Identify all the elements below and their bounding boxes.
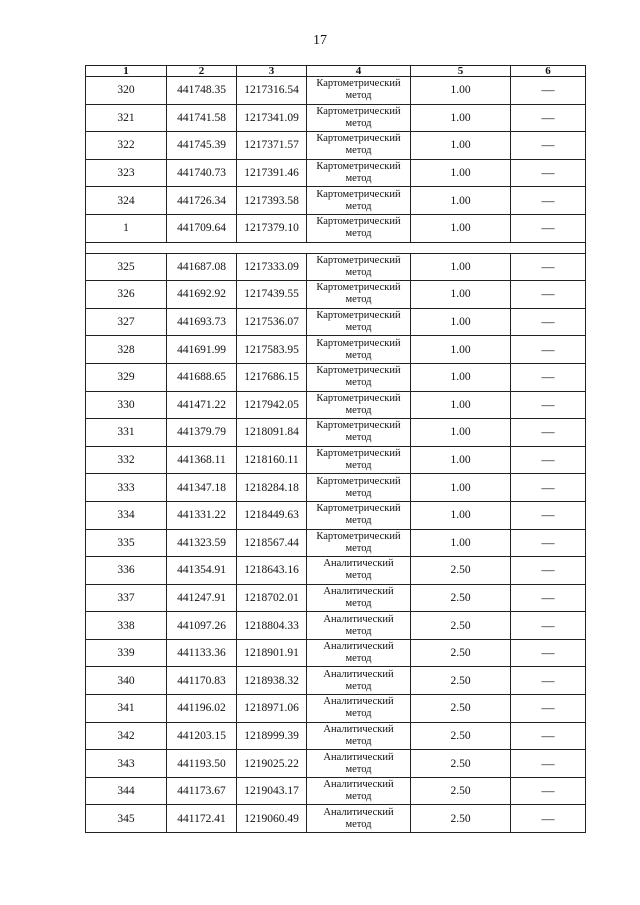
table-row xyxy=(86,805,586,833)
point-number-cell: 321 xyxy=(86,104,167,132)
accuracy-cell: 1.00 xyxy=(411,391,511,419)
y-coordinate-cell: 1218643.16 xyxy=(237,557,307,585)
point-number-cell: 330 xyxy=(86,391,167,419)
method-line-2: метод xyxy=(345,266,372,278)
header-col-5: 5 xyxy=(411,66,511,77)
point-number-cell: 322 xyxy=(86,132,167,160)
description-cell: — xyxy=(511,419,586,447)
accuracy-cell: 1.00 xyxy=(411,529,511,557)
point-number-cell: 336 xyxy=(86,557,167,585)
y-coordinate-cell: 1217333.09 xyxy=(237,253,307,281)
description-cell: — xyxy=(511,446,586,474)
point-number-cell: 1 xyxy=(86,214,167,242)
x-coordinate-cell: 441693.73 xyxy=(167,308,237,336)
description-cell: — xyxy=(511,391,586,419)
method-line-2: метод xyxy=(345,818,372,830)
accuracy-cell: 1.00 xyxy=(411,187,511,215)
method-line-2: метод xyxy=(345,570,372,582)
method-cell xyxy=(307,281,411,309)
table-row xyxy=(86,363,586,391)
accuracy-cell: 1.00 xyxy=(411,363,511,391)
x-coordinate-cell: 441203.15 xyxy=(167,722,237,750)
description-cell: — xyxy=(511,253,586,281)
y-coordinate-cell: 1218284.18 xyxy=(237,474,307,502)
x-coordinate-cell: 441688.65 xyxy=(167,363,237,391)
description-cell: — xyxy=(511,557,586,585)
y-coordinate-cell: 1218449.63 xyxy=(237,501,307,529)
accuracy-cell: 1.00 xyxy=(411,253,511,281)
method-line-1: Картометрический xyxy=(316,254,401,266)
table-row xyxy=(86,639,586,667)
x-coordinate-cell: 441347.18 xyxy=(167,474,237,502)
method-line-2: метод xyxy=(345,653,372,665)
point-number-cell: 332 xyxy=(86,446,167,474)
point-number-cell: 331 xyxy=(86,419,167,447)
accuracy-cell: 1.00 xyxy=(411,104,511,132)
accuracy-cell: 2.50 xyxy=(411,557,511,585)
accuracy-cell: 1.00 xyxy=(411,159,511,187)
method-cell xyxy=(307,695,411,723)
method-line-1: Картометрический xyxy=(316,78,401,90)
method-line-2: метод xyxy=(345,322,372,334)
method-cell xyxy=(307,104,411,132)
x-coordinate-cell: 441172.41 xyxy=(167,805,237,833)
description-cell: — xyxy=(511,695,586,723)
method-line-1: Картометрический xyxy=(316,310,401,322)
description-cell: — xyxy=(511,336,586,364)
method-cell xyxy=(307,132,411,160)
header-col-4: 4 xyxy=(307,66,411,77)
table-spacer-row xyxy=(86,242,586,253)
x-coordinate-cell: 441748.35 xyxy=(167,77,237,105)
method-cell xyxy=(307,419,411,447)
method-line-2: метод xyxy=(345,377,372,389)
method-cell xyxy=(307,777,411,805)
coordinates-table xyxy=(85,65,586,833)
method-line-1: Картометрический xyxy=(316,216,401,228)
description-cell: — xyxy=(511,501,586,529)
accuracy-cell: 1.00 xyxy=(411,308,511,336)
description-cell: — xyxy=(511,281,586,309)
description-cell: — xyxy=(511,363,586,391)
table-row xyxy=(86,474,586,502)
table-body xyxy=(86,77,586,833)
y-coordinate-cell: 1218901.91 xyxy=(237,639,307,667)
method-line-2: метод xyxy=(345,90,372,102)
x-coordinate-cell: 441323.59 xyxy=(167,529,237,557)
header-col-3: 3 xyxy=(237,66,307,77)
method-cell xyxy=(307,474,411,502)
table-row xyxy=(86,557,586,585)
description-cell: — xyxy=(511,308,586,336)
point-number-cell: 326 xyxy=(86,281,167,309)
table-row xyxy=(86,667,586,695)
accuracy-cell: 1.00 xyxy=(411,474,511,502)
table-row xyxy=(86,750,586,778)
point-number-cell: 338 xyxy=(86,612,167,640)
accuracy-cell: 2.50 xyxy=(411,805,511,833)
description-cell: — xyxy=(511,612,586,640)
method-line-2: метод xyxy=(345,542,372,554)
method-line-2: метод xyxy=(345,349,372,361)
accuracy-cell: 2.50 xyxy=(411,722,511,750)
point-number-cell: 320 xyxy=(86,77,167,105)
table-row xyxy=(86,308,586,336)
accuracy-cell: 1.00 xyxy=(411,446,511,474)
y-coordinate-cell: 1219060.49 xyxy=(237,805,307,833)
point-number-cell: 334 xyxy=(86,501,167,529)
y-coordinate-cell: 1217371.57 xyxy=(237,132,307,160)
table-row xyxy=(86,214,586,242)
method-line-1: Картометрический xyxy=(316,188,401,200)
x-coordinate-cell: 441741.58 xyxy=(167,104,237,132)
y-coordinate-cell: 1217393.58 xyxy=(237,187,307,215)
method-line-2: метод xyxy=(345,487,372,499)
point-number-cell: 329 xyxy=(86,363,167,391)
y-coordinate-cell: 1218702.01 xyxy=(237,584,307,612)
table-row xyxy=(86,253,586,281)
x-coordinate-cell: 441726.34 xyxy=(167,187,237,215)
point-number-cell: 328 xyxy=(86,336,167,364)
method-cell xyxy=(307,750,411,778)
method-line-2: метод xyxy=(345,404,372,416)
method-cell xyxy=(307,187,411,215)
y-coordinate-cell: 1218567.44 xyxy=(237,529,307,557)
y-coordinate-cell: 1218804.33 xyxy=(237,612,307,640)
method-line-1: Аналитический xyxy=(323,641,394,653)
table-row xyxy=(86,104,586,132)
description-cell: — xyxy=(511,750,586,778)
table-row xyxy=(86,722,586,750)
method-line-1: Картометрический xyxy=(316,133,401,145)
point-number-cell: 325 xyxy=(86,253,167,281)
y-coordinate-cell: 1218971.06 xyxy=(237,695,307,723)
method-line-1: Картометрический xyxy=(316,337,401,349)
spacer-cell xyxy=(86,242,586,253)
table-row xyxy=(86,187,586,215)
method-cell xyxy=(307,667,411,695)
method-line-2: метод xyxy=(345,708,372,720)
x-coordinate-cell: 441170.83 xyxy=(167,667,237,695)
description-cell: — xyxy=(511,639,586,667)
method-line-2: метод xyxy=(345,680,372,692)
method-line-1: Картометрический xyxy=(316,105,401,117)
method-cell xyxy=(307,336,411,364)
method-line-1: Аналитический xyxy=(323,668,394,680)
header-col-2: 2 xyxy=(167,66,237,77)
table-row xyxy=(86,77,586,105)
y-coordinate-cell: 1218091.84 xyxy=(237,419,307,447)
y-coordinate-cell: 1219025.22 xyxy=(237,750,307,778)
x-coordinate-cell: 441331.22 xyxy=(167,501,237,529)
method-cell xyxy=(307,722,411,750)
header-col-6: 6 xyxy=(511,66,586,77)
method-cell xyxy=(307,77,411,105)
table-header-row xyxy=(86,66,586,77)
description-cell: — xyxy=(511,529,586,557)
x-coordinate-cell: 441471.22 xyxy=(167,391,237,419)
method-cell xyxy=(307,501,411,529)
method-line-1: Аналитический xyxy=(323,558,394,570)
method-cell xyxy=(307,584,411,612)
method-line-2: метод xyxy=(345,432,372,444)
method-line-2: метод xyxy=(345,200,372,212)
method-line-2: метод xyxy=(345,117,372,129)
accuracy-cell: 2.50 xyxy=(411,612,511,640)
accuracy-cell: 1.00 xyxy=(411,336,511,364)
x-coordinate-cell: 441193.50 xyxy=(167,750,237,778)
table-row xyxy=(86,584,586,612)
method-line-1: Аналитический xyxy=(323,696,394,708)
x-coordinate-cell: 441691.99 xyxy=(167,336,237,364)
method-line-1: Картометрический xyxy=(316,392,401,404)
method-cell xyxy=(307,363,411,391)
y-coordinate-cell: 1217391.46 xyxy=(237,159,307,187)
x-coordinate-cell: 441379.79 xyxy=(167,419,237,447)
method-line-1: Аналитический xyxy=(323,751,394,763)
description-cell: — xyxy=(511,159,586,187)
accuracy-cell: 1.00 xyxy=(411,281,511,309)
y-coordinate-cell: 1218999.39 xyxy=(237,722,307,750)
method-line-1: Аналитический xyxy=(323,779,394,791)
table-row xyxy=(86,336,586,364)
method-line-2: метод xyxy=(345,173,372,185)
x-coordinate-cell: 441354.91 xyxy=(167,557,237,585)
point-number-cell: 344 xyxy=(86,777,167,805)
accuracy-cell: 2.50 xyxy=(411,750,511,778)
point-number-cell: 327 xyxy=(86,308,167,336)
point-number-cell: 324 xyxy=(86,187,167,215)
description-cell: — xyxy=(511,667,586,695)
y-coordinate-cell: 1218160.11 xyxy=(237,446,307,474)
method-line-2: метод xyxy=(345,735,372,747)
method-cell xyxy=(307,446,411,474)
method-cell xyxy=(307,557,411,585)
x-coordinate-cell: 441709.64 xyxy=(167,214,237,242)
method-line-2: метод xyxy=(345,597,372,609)
method-cell xyxy=(307,529,411,557)
method-cell xyxy=(307,159,411,187)
point-number-cell: 337 xyxy=(86,584,167,612)
method-cell xyxy=(307,214,411,242)
method-line-2: метод xyxy=(345,763,372,775)
method-cell xyxy=(307,805,411,833)
table-row xyxy=(86,777,586,805)
method-line-2: метод xyxy=(345,460,372,472)
table-row xyxy=(86,529,586,557)
point-number-cell: 339 xyxy=(86,639,167,667)
description-cell: — xyxy=(511,214,586,242)
point-number-cell: 345 xyxy=(86,805,167,833)
method-line-1: Картометрический xyxy=(316,530,401,542)
point-number-cell: 323 xyxy=(86,159,167,187)
method-line-1: Картометрический xyxy=(316,161,401,173)
y-coordinate-cell: 1217686.15 xyxy=(237,363,307,391)
description-cell: — xyxy=(511,474,586,502)
table-row xyxy=(86,695,586,723)
method-line-1: Аналитический xyxy=(323,613,394,625)
y-coordinate-cell: 1217942.05 xyxy=(237,391,307,419)
accuracy-cell: 2.50 xyxy=(411,695,511,723)
method-line-2: метод xyxy=(345,294,372,306)
method-line-1: Картометрический xyxy=(316,503,401,515)
method-cell xyxy=(307,391,411,419)
y-coordinate-cell: 1217341.09 xyxy=(237,104,307,132)
accuracy-cell: 1.00 xyxy=(411,77,511,105)
method-cell xyxy=(307,639,411,667)
description-cell: — xyxy=(511,722,586,750)
y-coordinate-cell: 1217583.95 xyxy=(237,336,307,364)
description-cell: — xyxy=(511,777,586,805)
x-coordinate-cell: 441740.73 xyxy=(167,159,237,187)
method-line-1: Картометрический xyxy=(316,282,401,294)
x-coordinate-cell: 441173.67 xyxy=(167,777,237,805)
table-row xyxy=(86,501,586,529)
table-row xyxy=(86,612,586,640)
table-row xyxy=(86,281,586,309)
method-line-1: Картометрический xyxy=(316,365,401,377)
x-coordinate-cell: 441097.26 xyxy=(167,612,237,640)
description-cell: — xyxy=(511,187,586,215)
y-coordinate-cell: 1219043.17 xyxy=(237,777,307,805)
x-coordinate-cell: 441687.08 xyxy=(167,253,237,281)
page-number: 17 xyxy=(313,33,327,48)
method-line-1: Аналитический xyxy=(323,585,394,597)
method-line-1: Аналитический xyxy=(323,723,394,735)
method-line-2: метод xyxy=(345,791,372,803)
y-coordinate-cell: 1217379.10 xyxy=(237,214,307,242)
x-coordinate-cell: 441247.91 xyxy=(167,584,237,612)
description-cell: — xyxy=(511,805,586,833)
accuracy-cell: 1.00 xyxy=(411,501,511,529)
point-number-cell: 343 xyxy=(86,750,167,778)
description-cell: — xyxy=(511,584,586,612)
x-coordinate-cell: 441368.11 xyxy=(167,446,237,474)
table-row xyxy=(86,391,586,419)
description-cell: — xyxy=(511,104,586,132)
accuracy-cell: 2.50 xyxy=(411,639,511,667)
method-cell xyxy=(307,308,411,336)
y-coordinate-cell: 1217316.54 xyxy=(237,77,307,105)
accuracy-cell: 2.50 xyxy=(411,667,511,695)
accuracy-cell: 1.00 xyxy=(411,419,511,447)
table-row xyxy=(86,446,586,474)
y-coordinate-cell: 1217439.55 xyxy=(237,281,307,309)
method-cell xyxy=(307,253,411,281)
point-number-cell: 335 xyxy=(86,529,167,557)
description-cell: — xyxy=(511,132,586,160)
method-line-1: Картометрический xyxy=(316,420,401,432)
method-line-1: Картометрический xyxy=(316,448,401,460)
method-line-1: Картометрический xyxy=(316,475,401,487)
table-row xyxy=(86,419,586,447)
header-col-1: 1 xyxy=(86,66,167,77)
table-row xyxy=(86,132,586,160)
method-line-2: метод xyxy=(345,515,372,527)
accuracy-cell: 1.00 xyxy=(411,214,511,242)
table-row xyxy=(86,159,586,187)
x-coordinate-cell: 441745.39 xyxy=(167,132,237,160)
y-coordinate-cell: 1217536.07 xyxy=(237,308,307,336)
method-line-2: метод xyxy=(345,145,372,157)
method-line-2: метод xyxy=(345,625,372,637)
x-coordinate-cell: 441196.02 xyxy=(167,695,237,723)
description-cell: — xyxy=(511,77,586,105)
method-line-1: Аналитический xyxy=(323,806,394,818)
point-number-cell: 333 xyxy=(86,474,167,502)
method-cell xyxy=(307,612,411,640)
accuracy-cell: 2.50 xyxy=(411,584,511,612)
point-number-cell: 341 xyxy=(86,695,167,723)
accuracy-cell: 1.00 xyxy=(411,132,511,160)
point-number-cell: 342 xyxy=(86,722,167,750)
y-coordinate-cell: 1218938.32 xyxy=(237,667,307,695)
x-coordinate-cell: 441133.36 xyxy=(167,639,237,667)
x-coordinate-cell: 441692.92 xyxy=(167,281,237,309)
method-line-2: метод xyxy=(345,228,372,240)
point-number-cell: 340 xyxy=(86,667,167,695)
accuracy-cell: 2.50 xyxy=(411,777,511,805)
